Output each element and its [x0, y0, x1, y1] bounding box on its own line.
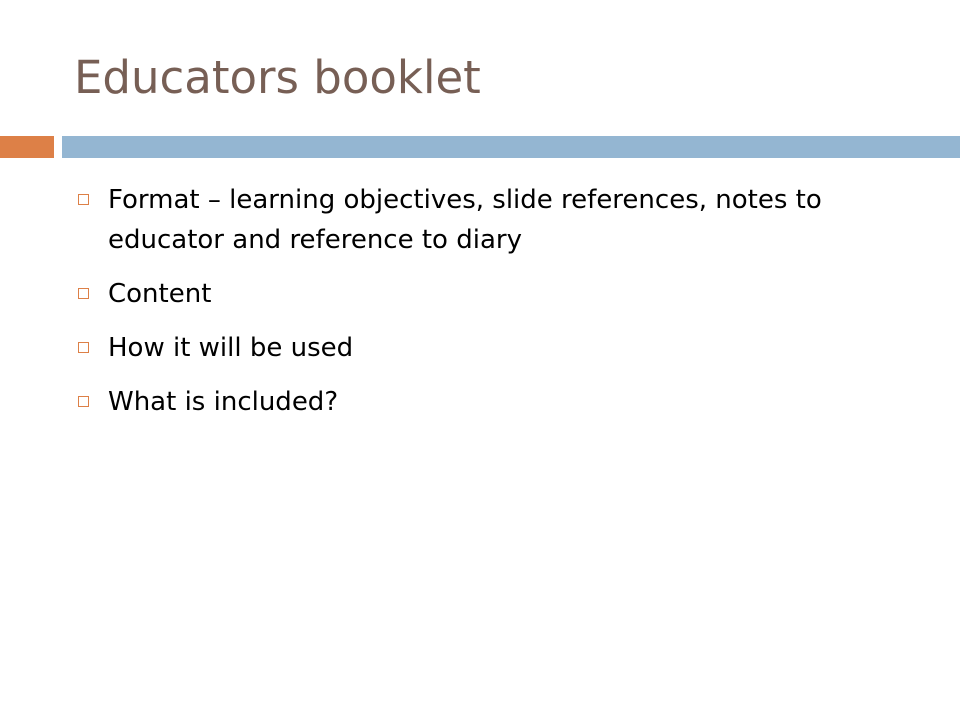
bullet-text: How it will be used [108, 333, 354, 363]
title-rule-bar [62, 136, 960, 158]
accent-bar [0, 136, 54, 158]
bullet-text: Format – learning objectives, slide references, notes to educator and reference to diary [108, 185, 822, 255]
bullet-text: What is included? [108, 387, 339, 417]
square-bullet-icon [78, 194, 89, 205]
bullet-text: Content [108, 279, 212, 309]
bullet-item [74, 382, 924, 422]
bullet-item [74, 180, 924, 260]
square-bullet-icon [78, 342, 89, 353]
square-bullet-icon [78, 396, 89, 407]
bullet-item [74, 274, 924, 314]
square-bullet-icon [78, 288, 89, 299]
bullet-item [74, 328, 924, 368]
bullet-list [74, 180, 924, 436]
slide-title: Educators booklet [74, 51, 481, 104]
